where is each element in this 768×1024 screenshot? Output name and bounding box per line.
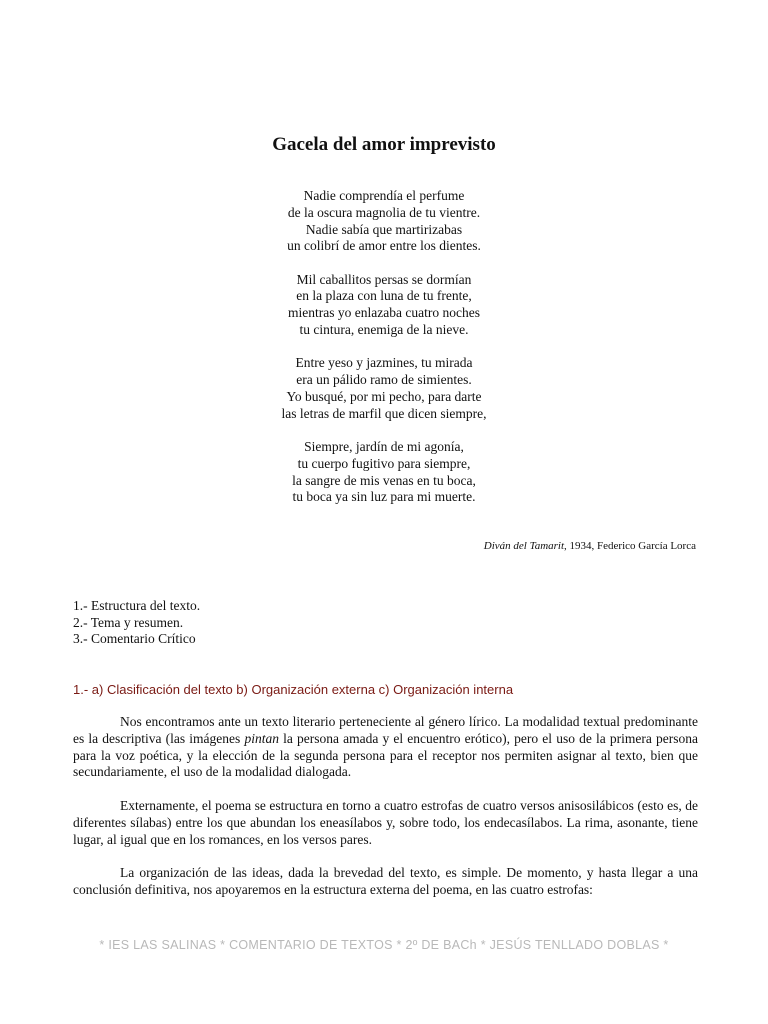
verse: en la plaza con luna de tu frente,	[296, 288, 472, 304]
verse: tu cintura, enemiga de la nieve.	[299, 322, 469, 338]
stanza-3	[0, 355, 768, 422]
verse: de la oscura magnolia de tu vientre.	[287, 204, 481, 220]
section-heading-text: a) Clasificación del texto b) Organización externa c) Organización interna	[91, 682, 514, 697]
stanza-4	[0, 439, 768, 506]
poem-source	[484, 540, 696, 552]
verse: Siempre, jardín de mi agonía,	[304, 439, 464, 455]
question-list	[73, 598, 200, 648]
poem-title: Gacela del amor imprevisto	[272, 134, 496, 155]
question-item: 3.- Comentario Crítico	[73, 631, 196, 646]
verse: tu boca ya sin luz para mi muerte.	[292, 489, 476, 505]
page-footer: * IES LAS SALINAS * COMENTARIO DE TEXTOS * 2º DE BACh * JESÚS TENLLADO DOBLAS *	[99, 938, 669, 952]
verse: Nadie sabía que martirizabas	[305, 221, 463, 237]
verse: tu cuerpo fugitivo para siempre,	[297, 455, 471, 471]
verse: las letras de marfil que dicen siempre,	[281, 405, 487, 421]
paragraph-modalidad	[73, 714, 698, 781]
emphasis-text: pintan	[244, 730, 279, 746]
verse: mientras yo enlazaba cuatro noches	[288, 305, 480, 321]
source-details: , 1934, Federico García Lorca	[564, 540, 696, 552]
section-heading	[73, 682, 513, 697]
stanza-1	[0, 188, 768, 255]
verse: la sangre de mis venas en tu boca,	[292, 472, 476, 488]
question-item: 2.- Tema y resumen.	[73, 614, 184, 630]
section-prefix: 1.-	[73, 682, 92, 697]
question-item: 1.- Estructura del texto.	[73, 598, 201, 613]
stanza-2	[0, 272, 768, 339]
paragraph-organizacion	[73, 865, 698, 899]
verse: Mil caballitos persas se dormían	[296, 271, 472, 287]
verse: un colibrí de amor entre los dientes.	[287, 238, 481, 254]
paragraph-text: la persona amada y el encuentro erótico), pero el uso de la primera persona para la voz poética, y la elección de la segunda persona para el receptor nos permiten asignar al texto, bien que secundariamente, el uso de la modalidad dialogada.	[73, 730, 698, 780]
paragraph-text: La organización de las ideas, dada la brevedad del texto, es simple. De momento, y hasta llegar a una conclusión definitiva, nos apoyaremos en la estructura externa del poema, en las cuatro estrofas:	[73, 865, 698, 897]
paragraph-text: Externamente, el poema se estructura en torno a cuatro estrofas de cuatro versos anisosilábicos (esto es, de diferentes sílabas) entre los que abundan los eneasílabos y, sobre todo, los endecasílabos. La rima, asonante, tiene lugar, al igual que en los romances, en los versos pares.	[73, 798, 698, 847]
source-book: Diván del Tamarit	[483, 540, 565, 552]
poem	[0, 188, 768, 523]
verse: era un pálido ramo de simientes.	[296, 372, 472, 388]
verse: Yo busqué, por mi pecho, para darte	[286, 388, 482, 404]
verse: Entre yeso y jazmines, tu mirada	[295, 355, 473, 371]
paragraph-text: Nos encontramos ante un texto literario perteneciente al género lírico. La modalidad textual predominante es la descriptiva (las imágenes	[73, 714, 698, 746]
paragraph-estructura-externa	[73, 798, 698, 848]
verse: Nadie comprendía el perfume	[303, 188, 465, 203]
